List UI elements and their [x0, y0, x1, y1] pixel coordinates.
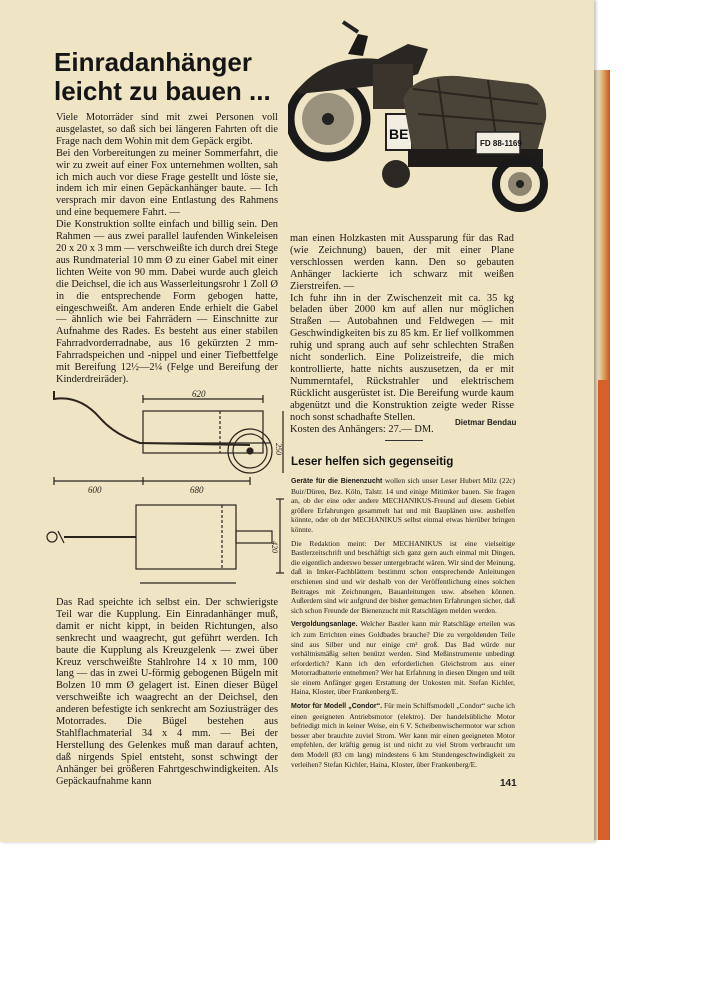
column-2 [290, 233, 517, 435]
article-title [54, 48, 271, 106]
section-lead: Geräte für die Bienenzucht [291, 478, 383, 485]
column-1-bottom [56, 597, 278, 788]
reader-help-column [291, 476, 515, 773]
editor-note: Die Redaktion meint: Der MECHANIKUS ist eine vielseitige Bastlerzeitschrift und beschäftigt sich ganz gern auch einmal mit Dingen, die eigentlich anderswo besser untergebracht wären. Wir sind der Meinung, daß in Imker-Fachblättern bestimmt schon entsprechende Anleitungen erschienen sind und wir deshalb von der Veröffentlichung eines solchen Beitrages mit Zeichnungen, Bauanleitungen usw. absehen können. Außerdem sind wir aufgrund der bisher gemachten Erfahrungen sicher, daß sich schon Freunde der Bienenzucht mit Ratschlägen melden werden. [291, 538, 515, 615]
dim-label-right-bottom: 420 [270, 541, 279, 553]
section-lead: Motor für Modell „Condor“. [291, 703, 383, 711]
section-text: Für mein Schiffsmodell „Condor“ suche ich einen geeigneten Antriebsmotor (elektro). Der handelsübliche Motor befriedigt mich in keiner Weise, ein 6 V. Scheibenwischermotor war schon besser aber brauchte zuviel Strom. Wer kann mir einen geeigneten Motor empfehlen, der kräftig genug ist und nicht zu viel Strom verbraucht um dem Modell (83 cm lang) mindestens 6 km Stundengeschwindigkeit zu verleihen? Stefan Kichler, Haina, Kloster, über Frankenberg/E. [291, 701, 515, 769]
paragraph: Bei den Vorbereitungen zu meiner Sommerfahrt, die wir zu zweit auf einer Fox unternehmen wollten, sah ich mich auch vor diese Frage gestellt und löste sie, indem ich mir einen Gepäckanhänger baute. — Ich versprach mir davon eine Entlastung des Rahmens und eine bequemere Fahrt. — [56, 147, 278, 219]
orange-page-edge [598, 380, 608, 840]
page-number: 141 [500, 778, 517, 789]
title-line-2: leicht zu bauen ... [54, 76, 271, 106]
dim-label-bottom-mid: 680 [190, 485, 204, 495]
paragraph: Das Rad speichte ich selbst ein. Der schwierigste Teil war die Kupplung. Ein Einradanhänger muß, damit er nicht kippt, in beiden Richtungen, also senkrecht und waagrecht, gut geführt werden. Ich baute die Kupplung als Kreuzgelenk — zwei über Kreuz verschweißte Stahlrohre 14 x 10 mm, 100 lang — das in zwei U-förmig gebogenen Bügeln mit Bolzen 10 mm Ø gelagert ist. Einen dieser Bügel verschweißte ich waagrecht an der Deichsel, den anderen befestigte ich senkrecht am Soziusträger des Motorrades. Die Bügel bestehen aus Stahlflachmaterial 34 x 4 mm. — Bei der Herstellung des Gelenkes muß man darauf achten, daß nirgends Spiel entsteht, sonst schwingt der Anhänger bei größeren Fahrtgeschwindigkeiten. Als Gepäckaufnahme kann [56, 597, 278, 787]
section-divider [385, 440, 423, 441]
trailer-technical-drawing [40, 383, 288, 595]
reader-help-heading: Leser helfen sich gegenseitig [291, 455, 454, 468]
column-1-top [56, 112, 278, 386]
paragraph: Kosten des Anhängers: 27.— DM. [290, 423, 434, 435]
author-signature: Dietmar Bendau [455, 418, 517, 427]
dim-label-bottom-left: 600 [88, 485, 102, 495]
paragraph: man einen Holzkasten mit Aussparung für das Rad (wie Zeichnung) bauen, der mit einer Plane verschlossen werden kann. Den so gebauten Anhänger lackierte ich schwarz mit weißen Zierstreifen. — [290, 233, 514, 292]
reader-section-2 [291, 619, 515, 697]
motorcycle-trailer-photo [288, 14, 553, 234]
trailer-plate: FD 88-1169 [480, 139, 522, 148]
paragraph: Die Konstruktion sollte einfach und billig sein. Den Rahmen — aus zwei parallel laufenden Winkeleisen 20 x 20 x 3 mm — verschweißte ich durch drei Stege aus Rundmaterial 10 mm Ø zu einer Gabel mit einer lichten Weite von 90 mm. Dabei wurde auch gleich die Deichsel, die ich aus Wasserleitungsrohr 1 Zoll Ø in die entsprechende Form gebogen hatte, eingeschweißt. Am anderen Ende erhielt die Gabel — ähnlich wie bei Fahrrädern — Einschnitte zur Aufnahme des Rades. Es besteht aus einer stabilen Fahrradvorderradnabe, aus 16 gekürzten 2 mm-Fahrradspeichen und -nippel und einer Tiefbettfelge mit Bereifung 12½—2¼ (Felge und Bereifung der Kinderdreiräder). [56, 219, 278, 385]
section-lead: Vergoldungsanlage. [291, 621, 358, 629]
dim-label-right-top: 250 [274, 443, 283, 455]
reader-section-1 [291, 476, 515, 535]
dim-label-top: 620 [192, 389, 206, 399]
section-text: Welcher Bastler kann mir Ratschläge erteilen was ich zum Errichten eines Goldbades brauche? Die zu vergoldenden Teile sind aus Silber und nur einige cm² groß. Das Bad würde nur verhältnismäßig selten benützt werden. Sind Meßinstrumente unbedingt erforderlich? Kann ich den erforderlichen Gleichstrom aus einer Motorradbatterie entnehmen? Wer hat Erfahrung in diesen Dingen und teilt sie einem Anfänger gegen Erstattung der Unkosten mit. Stefan Kichler, Haina, Kloster, über Frankenberg/E. [291, 619, 515, 697]
title-line-1: Einradanhänger [54, 47, 252, 77]
paragraph: Ich fuhr ihn in der Zwischenzeit mit ca. 35 kg beladen über 2000 km auf allen nur möglichen Straßen — Autobahnen und Feldwegen — mit Geschwindigkeiten bis zu 85 km. Er lief vollkommen ruhig und sprang auch auf sehr schlechten Straßen nicht sonderlich. Eine Polizeistreife, die mich kontrollierte, hatte nichts auszusetzen, da er mit Nummerntafel, Rückstrahler und elektrischem Rücklicht ausgerüstet ist. Die Bereifung wurde kaum abgenützt und die Konstruktion zeigte weder Risse noch sonst schadhafte Stellen. [290, 292, 514, 423]
paragraph: Viele Motorräder sind mit zwei Personen voll ausgelastet, so daß sich bei längeren Fahrten oft die Frage nach dem Wohin mit dem Gepäck ergibt. [56, 112, 278, 147]
reader-section-3 [291, 701, 515, 769]
side-plate: BE [389, 126, 409, 142]
section-text: wollen sich unser Leser Hubert Milz (22c) Buir/Düren, Bez. Köln, Talstr. 14 und einige Mitimker bauen. Sie fragen an, ob der eine oder andere MECHANIKUS-Freund auf diesem Gebiet größere Erfahrungen gesammelt hat und mit Bauplänen usw. aushelfen könnte, oder ob der MECHANIKUS selbst einmal etwas hierüber bringen könnte. [291, 476, 516, 534]
